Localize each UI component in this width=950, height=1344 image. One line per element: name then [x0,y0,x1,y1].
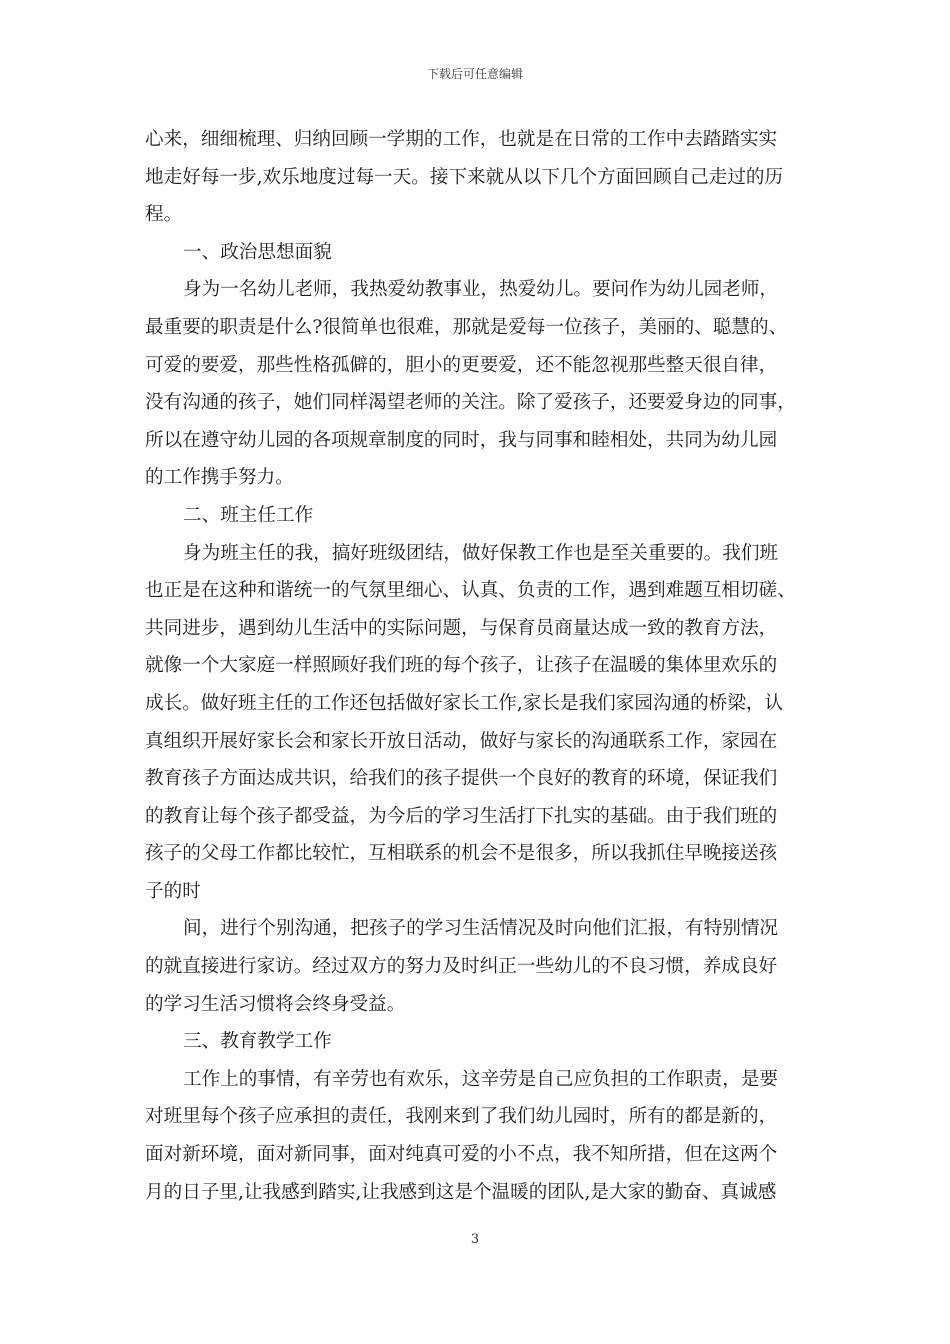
text-line: 真组织开展好家长会和家长开放日活动，做好与家长的沟通联系工作，家园在 [145,730,778,752]
text-line: 的工作携手努力。 [145,467,294,489]
text-line: 没有沟通的孩子，她们同样渴望老师的关注。除了爱孩子，还要爱身边的同事， [145,392,796,414]
text-line: 可爱的要爱，那些性格孤僻的，胆小的更要爱，还不能忽视那些整天很自律， [145,354,778,376]
text-line: 的就直接进行家访。经过双方的努力及时纠正一些幼儿的不良习惯，养成良好 [145,956,778,978]
text-line: 三、教育教学工作 [183,1031,332,1053]
text-line: 孩子的父母工作都比较忙，互相联系的机会不是很多，所以我抓住早晚接送孩 [145,843,778,865]
text-line: 对班里每个孩子应承担的责任，我刚来到了我们幼儿园时，所有的都是新的， [145,1106,778,1128]
text-line: 地走好每一步,欢乐地度过每一天。接下来就从以下几个方面回顾自己走过的历 [145,166,784,188]
text-line: 心来，细细梳理、归纳回顾一学期的工作，也就是在日常的工作中去踏踏实实 [145,129,778,150]
text-line: 身为班主任的我，搞好班级团结，做好保教工作也是至关重要的。我们班 [183,542,779,564]
text-line: 共同进步，遇到幼儿生活中的实际问题，与保育员商量达成一致的教育方法， [145,617,778,639]
text-line: 也正是在这种和谐统一的气氛里细心、认真、负责的工作，遇到难题互相切磋、 [145,580,796,602]
text-line: 程。 [145,204,183,226]
document-body [145,121,815,1211]
text-line: 子的时 [145,880,201,902]
text-line: 间，进行个别沟通，把孩子的学习生活情况及时向他们汇报，有特别情况 [183,918,779,940]
page-header: 下载后可任意编辑 [426,67,523,81]
text-line: 最重要的职责是什么?很简单也很难，那就是爱每一位孩子，美丽的、聪慧的、 [145,316,788,338]
text-line: 面对新环境，面对新同事，面对纯真可爱的小不点，我不知所措，但在这两个 [145,1144,778,1166]
text-line: 教育孩子方面达成共识，给我们的孩子提供一个良好的教育的环境，保证我们 [145,768,778,790]
text-line: 月的日子里,让我感到踏实,让我感到这是个温暖的团队,是大家的勤奋、真诚感 [145,1181,777,1203]
text-line: 工作上的事情，有辛劳也有欢乐，这辛劳是自己应负担的工作职责，是要 [183,1068,779,1090]
text-line: 成长。做好班主任的工作还包括做好家长工作,家长是我们家园沟通的桥梁，认 [145,692,784,714]
text-line: 的教育让每个孩子都受益，为今后的学习生活打下扎实的基础。由于我们班的 [145,805,778,827]
page-number: 3 [470,1232,480,1247]
text-line: 身为一名幼儿老师，我热爱幼教事业，热爱幼儿。要问作为幼儿园老师， [183,279,779,301]
text-line: 所以在遵守幼儿园的各项规章制度的同时，我与同事和睦相处，共同为幼儿园 [145,429,778,451]
text-line: 就像一个大家庭一样照顾好我们班的每个孩子，让孩子在温暖的集体里欢乐的 [145,655,778,677]
text-line: 二、班主任工作 [183,504,314,526]
text-line: 的学习生活习惯将会终身受益。 [145,993,406,1015]
text-line: 一、政治思想面貌 [183,241,332,263]
